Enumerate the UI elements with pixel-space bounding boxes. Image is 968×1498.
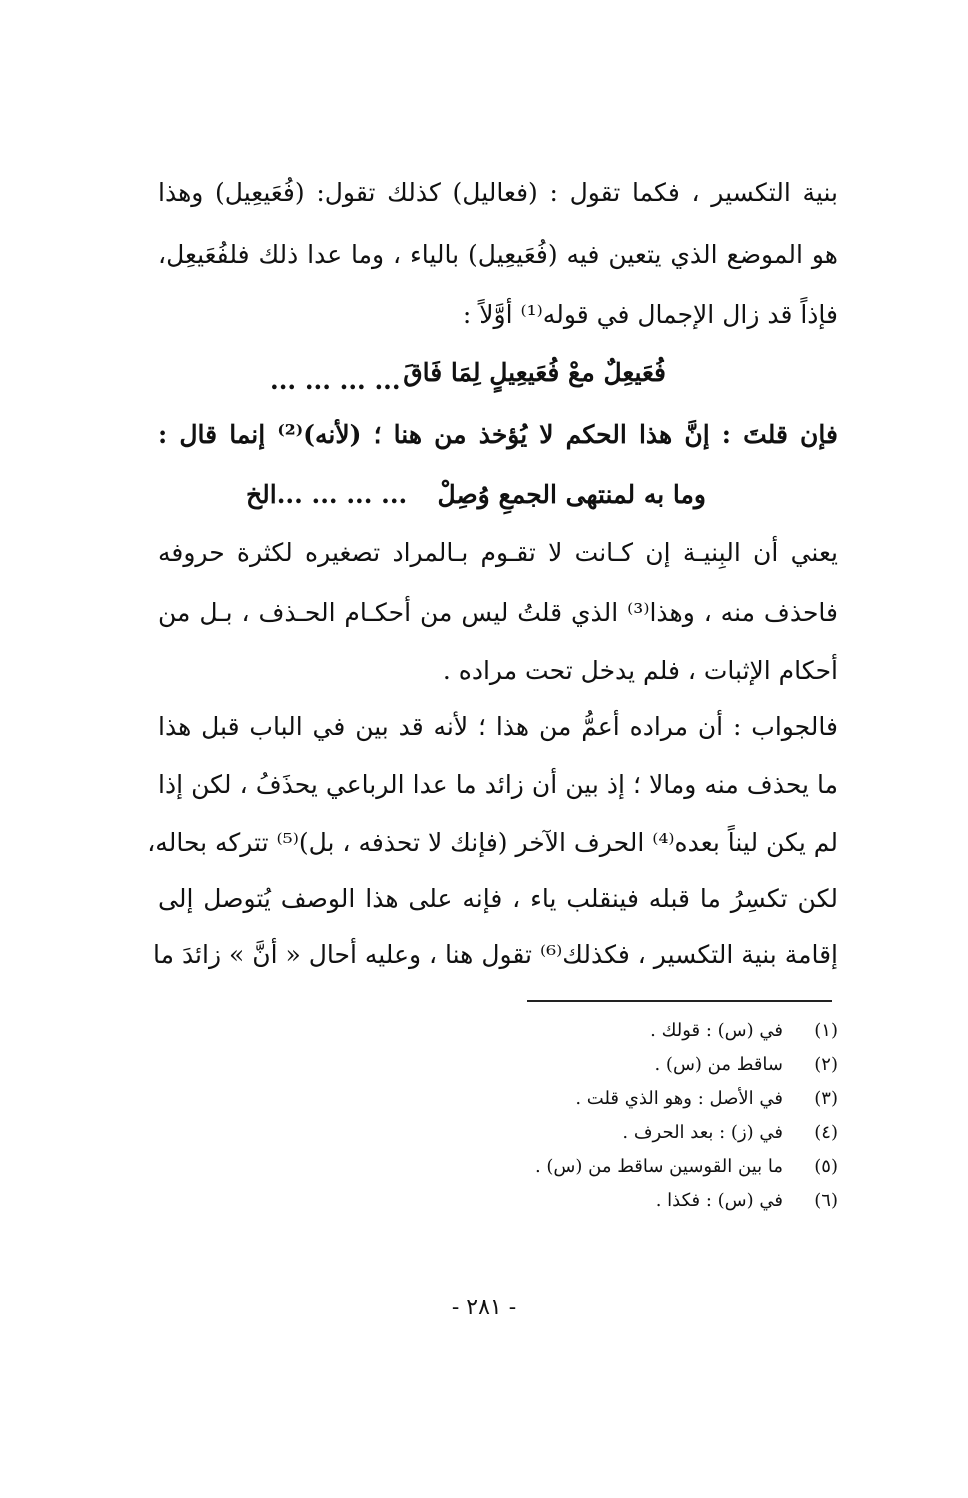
footnote bbox=[378, 1149, 838, 1183]
footnote-number: (١) bbox=[814, 1019, 838, 1041]
text-line: يعني أن البِنيـة إن كـانت لا تقـوم بـالمراد تصغيره لكثرة حروفه bbox=[158, 538, 838, 567]
text-line: أحكام الإثبات ، فلم يدخل تحت مراده . bbox=[442, 656, 838, 685]
footnote-number: (٦) bbox=[814, 1189, 838, 1211]
footnote-text: في (ز) : بعد الحرف . bbox=[622, 1121, 783, 1143]
footnote bbox=[378, 1081, 838, 1115]
text-line: لكن تكسِرُ ما قبله فينقلب ياء ، فإنه على هذا الوصف يُتوصل إلى bbox=[158, 884, 838, 913]
footnote bbox=[378, 1047, 838, 1081]
footnote-separator bbox=[527, 1000, 832, 1002]
text-line: إقامة بنية التكسير ، فكذلك⁽⁶⁾ تقول هنا ، وعليه أحال « أنَّ » زائدَ ما bbox=[152, 940, 838, 969]
text-line: بنية التكسير ، فكما تقول : (فعاليل) كذلك تقول: (فُعَيعِيل) وهذا bbox=[158, 178, 838, 207]
footnote-text: في (س) : قولك . bbox=[650, 1019, 783, 1041]
text-line: ما يحذف منه ومالا ؛ إذ بين أن زائد ما عدا الرباعي يحذَفُ ، لكن إذا bbox=[158, 770, 838, 799]
verse-first-hemistich: فُعَيعِلٌ معْ فُعَيعِيلٍ لِمَا فَاقَ bbox=[403, 358, 666, 387]
page-number: - ٢٨١ - bbox=[451, 1295, 517, 1320]
text-line: فالجواب : أن مراده أعمُّ من هذا ؛ لأنه قد بين في الباب قبل هذا bbox=[158, 712, 838, 741]
text-line: فاحذف منه ، وهذا⁽³⁾ الذي قلتُ ليس من أحكـام الحـذف ، بـل من bbox=[158, 598, 838, 627]
footnote-number: (٢) bbox=[814, 1053, 838, 1075]
footnote bbox=[378, 1183, 838, 1217]
text-line: لم يكن ليناً بعده⁽⁴⁾ الحرف الآخر (فإنك لا تحذفه ، بل)⁽⁵⁾ تتركه بحاله، bbox=[147, 828, 838, 857]
footnote-text: ما بين القوسين ساقط من (س) . bbox=[534, 1155, 783, 1177]
footnote-text: في (س) : فكذا . bbox=[655, 1189, 783, 1211]
footnote-text: ساقط من (س) . bbox=[654, 1053, 783, 1075]
text-line: فإن قلتَ : إنَّ هذا الحكم لا يُؤخذ من هنا ؛ (لأنه)⁽²⁾ إنما قال : bbox=[158, 420, 838, 449]
footnote bbox=[378, 1115, 838, 1149]
footnote bbox=[378, 1013, 838, 1047]
verse-first-hemistich: وما به لمنتهى الجمعِ وُصِلْ bbox=[437, 480, 706, 509]
footnotes bbox=[378, 1013, 838, 1217]
footnote-number: (٥) bbox=[814, 1155, 838, 1177]
verse-second-hemistich: ... ... ... ...الخ bbox=[246, 480, 408, 509]
text-line: فإذاً قد زال الإجمال في قوله⁽¹⁾ أوَّلاً : bbox=[462, 300, 838, 329]
verse-second-hemistich: ... ... ... ... bbox=[270, 366, 401, 395]
footnote-text: في الأصل : وهو الذي قلت . bbox=[575, 1087, 783, 1109]
footnote-number: (٤) bbox=[814, 1121, 838, 1143]
text-line: هو الموضع الذي يتعين فيه (فُعَيعِيل) بالياء ، وما عدا ذلك فلفُعَيعِل، bbox=[158, 240, 838, 269]
footnote-number: (٣) bbox=[814, 1087, 838, 1109]
